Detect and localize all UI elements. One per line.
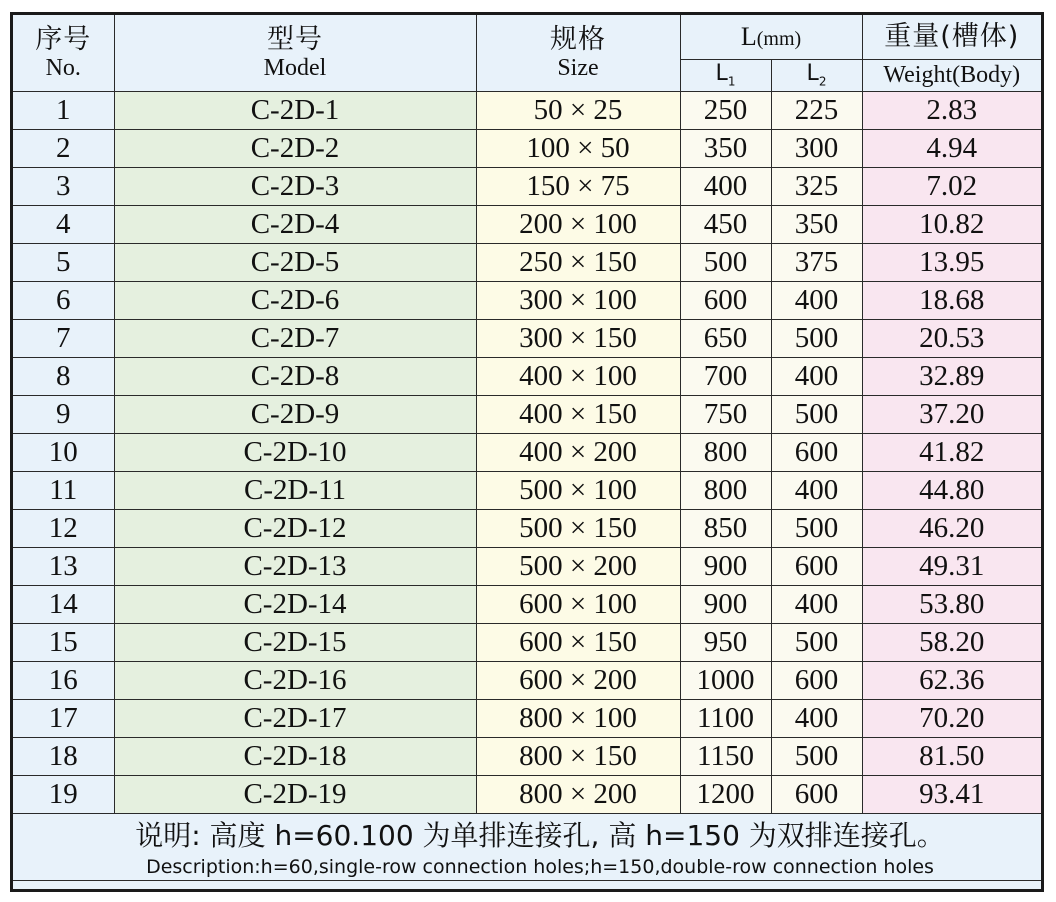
cell-l2: 600 xyxy=(771,775,862,813)
cell-size: 400 × 100 xyxy=(476,357,680,395)
cell-model: C-2D-13 xyxy=(114,547,476,585)
header-l1-label: L xyxy=(715,61,728,87)
cell-size: 300 × 150 xyxy=(476,319,680,357)
cell-size: 600 × 200 xyxy=(476,661,680,699)
header-size-en: Size xyxy=(557,54,599,81)
header-model-en: Model xyxy=(263,54,327,81)
cell-l1: 400 xyxy=(680,167,771,205)
cell-size: 800 × 200 xyxy=(476,775,680,813)
cell-l1: 250 xyxy=(680,91,771,129)
table-row xyxy=(13,547,1041,585)
table-row xyxy=(13,623,1041,661)
cell-l1: 900 xyxy=(680,547,771,585)
cell-no: 5 xyxy=(13,243,114,281)
table-row xyxy=(13,737,1041,775)
table-row xyxy=(13,775,1041,813)
cell-weight: 81.50 xyxy=(862,737,1041,775)
cell-l1: 850 xyxy=(680,509,771,547)
cell-model: C-2D-11 xyxy=(114,471,476,509)
cell-size: 800 × 150 xyxy=(476,737,680,775)
cell-no: 14 xyxy=(13,585,114,623)
header-model xyxy=(114,15,476,91)
cell-l1: 800 xyxy=(680,471,771,509)
cell-weight: 58.20 xyxy=(862,623,1041,661)
cell-l2: 600 xyxy=(771,547,862,585)
cell-l1: 450 xyxy=(680,205,771,243)
cell-model: C-2D-2 xyxy=(114,129,476,167)
note-chinese: 说明: 高度 h=60.100 为单排连接孔, 高 h=150 为双排连接孔。 xyxy=(135,818,945,852)
cell-weight: 32.89 xyxy=(862,357,1041,395)
table-row xyxy=(13,509,1041,547)
cell-l1: 650 xyxy=(680,319,771,357)
cell-size: 150 × 75 xyxy=(476,167,680,205)
spec-table xyxy=(13,15,1041,881)
header-l2-label: L xyxy=(806,61,819,87)
header-l2 xyxy=(771,59,862,91)
table-row xyxy=(13,699,1041,737)
spec-table-frame xyxy=(10,12,1044,892)
header-length-unit: (mm) xyxy=(756,27,802,50)
cell-size: 400 × 200 xyxy=(476,433,680,471)
cell-no: 6 xyxy=(13,281,114,319)
cell-size: 500 × 200 xyxy=(476,547,680,585)
table-row xyxy=(13,167,1041,205)
cell-weight: 37.20 xyxy=(862,395,1041,433)
cell-l1: 1200 xyxy=(680,775,771,813)
cell-l2: 400 xyxy=(771,585,862,623)
cell-l2: 600 xyxy=(771,433,862,471)
header-length-label: L xyxy=(740,21,757,51)
header-size xyxy=(476,15,680,91)
table-row xyxy=(13,357,1041,395)
table-row xyxy=(13,205,1041,243)
cell-l2: 400 xyxy=(771,357,862,395)
cell-size: 250 × 150 xyxy=(476,243,680,281)
cell-no: 16 xyxy=(13,661,114,699)
cell-no: 19 xyxy=(13,775,114,813)
table-row xyxy=(13,243,1041,281)
cell-l2: 500 xyxy=(771,395,862,433)
header-size-cn: 规格 xyxy=(550,23,606,55)
table-body xyxy=(13,91,1041,813)
cell-model: C-2D-19 xyxy=(114,775,476,813)
cell-size: 600 × 150 xyxy=(476,623,680,661)
table-row xyxy=(13,129,1041,167)
cell-weight: 44.80 xyxy=(862,471,1041,509)
cell-no: 8 xyxy=(13,357,114,395)
cell-size: 800 × 100 xyxy=(476,699,680,737)
cell-weight: 41.82 xyxy=(862,433,1041,471)
table-row xyxy=(13,433,1041,471)
cell-l2: 400 xyxy=(771,699,862,737)
cell-no: 7 xyxy=(13,319,114,357)
cell-weight: 53.80 xyxy=(862,585,1041,623)
cell-l2: 375 xyxy=(771,243,862,281)
cell-l1: 900 xyxy=(680,585,771,623)
cell-no: 12 xyxy=(13,509,114,547)
cell-l1: 350 xyxy=(680,129,771,167)
cell-l1: 750 xyxy=(680,395,771,433)
table-row xyxy=(13,91,1041,129)
cell-l2: 600 xyxy=(771,661,862,699)
cell-weight: 70.20 xyxy=(862,699,1041,737)
cell-size: 200 × 100 xyxy=(476,205,680,243)
table-row xyxy=(13,661,1041,699)
cell-no: 4 xyxy=(13,205,114,243)
header-weight-cn: 重量(槽体) xyxy=(884,20,1020,52)
cell-l2: 500 xyxy=(771,319,862,357)
cell-model: C-2D-18 xyxy=(114,737,476,775)
cell-l1: 1150 xyxy=(680,737,771,775)
table-row xyxy=(13,281,1041,319)
cell-l1: 700 xyxy=(680,357,771,395)
cell-no: 13 xyxy=(13,547,114,585)
cell-l2: 350 xyxy=(771,205,862,243)
header-no-en: No. xyxy=(45,54,81,81)
cell-model: C-2D-8 xyxy=(114,357,476,395)
cell-size: 500 × 100 xyxy=(476,471,680,509)
cell-size: 500 × 150 xyxy=(476,509,680,547)
cell-l1: 1000 xyxy=(680,661,771,699)
cell-model: C-2D-14 xyxy=(114,585,476,623)
cell-model: C-2D-16 xyxy=(114,661,476,699)
cell-no: 11 xyxy=(13,471,114,509)
cell-size: 300 × 100 xyxy=(476,281,680,319)
cell-no: 1 xyxy=(13,91,114,129)
cell-l2: 225 xyxy=(771,91,862,129)
cell-l2: 300 xyxy=(771,129,862,167)
cell-weight: 7.02 xyxy=(862,167,1041,205)
cell-model: C-2D-1 xyxy=(114,91,476,129)
cell-size: 600 × 100 xyxy=(476,585,680,623)
description-note xyxy=(13,813,1041,880)
cell-l2: 500 xyxy=(771,737,862,775)
cell-weight: 10.82 xyxy=(862,205,1041,243)
header-length xyxy=(680,15,862,59)
header-model-cn: 型号 xyxy=(267,23,323,55)
header-no xyxy=(13,15,114,91)
cell-model: C-2D-7 xyxy=(114,319,476,357)
cell-no: 18 xyxy=(13,737,114,775)
table-header xyxy=(13,15,1041,91)
cell-no: 15 xyxy=(13,623,114,661)
cell-no: 17 xyxy=(13,699,114,737)
cell-model: C-2D-15 xyxy=(114,623,476,661)
table-row xyxy=(13,319,1041,357)
cell-weight: 46.20 xyxy=(862,509,1041,547)
cell-model: C-2D-6 xyxy=(114,281,476,319)
cell-model: C-2D-3 xyxy=(114,167,476,205)
cell-model: C-2D-4 xyxy=(114,205,476,243)
cell-l2: 400 xyxy=(771,281,862,319)
cell-weight: 2.83 xyxy=(862,91,1041,129)
header-no-cn: 序号 xyxy=(35,23,92,55)
header-weight-cn-cell xyxy=(862,15,1041,59)
cell-l2: 500 xyxy=(771,509,862,547)
cell-no: 10 xyxy=(13,433,114,471)
header-weight-en: Weight(Body) xyxy=(883,62,1021,88)
cell-size: 400 × 150 xyxy=(476,395,680,433)
note-english: Description:h=60,single-row connection holes;h=150,double-row connection holes xyxy=(146,855,934,878)
cell-l1: 1100 xyxy=(680,699,771,737)
header-l1-sub: 1 xyxy=(727,74,736,89)
cell-l2: 400 xyxy=(771,471,862,509)
cell-weight: 49.31 xyxy=(862,547,1041,585)
header-l1 xyxy=(680,59,771,91)
cell-no: 9 xyxy=(13,395,114,433)
header-weight-en-cell xyxy=(862,59,1041,91)
cell-l1: 500 xyxy=(680,243,771,281)
cell-weight: 62.36 xyxy=(862,661,1041,699)
table-row xyxy=(13,585,1041,623)
cell-l2: 325 xyxy=(771,167,862,205)
cell-size: 50 × 25 xyxy=(476,91,680,129)
cell-no: 3 xyxy=(13,167,114,205)
header-l2-sub: 2 xyxy=(818,74,827,89)
cell-model: C-2D-10 xyxy=(114,433,476,471)
cell-l1: 800 xyxy=(680,433,771,471)
cell-model: C-2D-17 xyxy=(114,699,476,737)
cell-l1: 950 xyxy=(680,623,771,661)
cell-model: C-2D-5 xyxy=(114,243,476,281)
cell-no: 2 xyxy=(13,129,114,167)
cell-model: C-2D-12 xyxy=(114,509,476,547)
table-row xyxy=(13,395,1041,433)
cell-l2: 500 xyxy=(771,623,862,661)
cell-weight: 4.94 xyxy=(862,129,1041,167)
cell-model: C-2D-9 xyxy=(114,395,476,433)
table-row xyxy=(13,471,1041,509)
cell-weight: 18.68 xyxy=(862,281,1041,319)
cell-weight: 93.41 xyxy=(862,775,1041,813)
cell-weight: 20.53 xyxy=(862,319,1041,357)
cell-size: 100 × 50 xyxy=(476,129,680,167)
cell-l1: 600 xyxy=(680,281,771,319)
cell-weight: 13.95 xyxy=(862,243,1041,281)
